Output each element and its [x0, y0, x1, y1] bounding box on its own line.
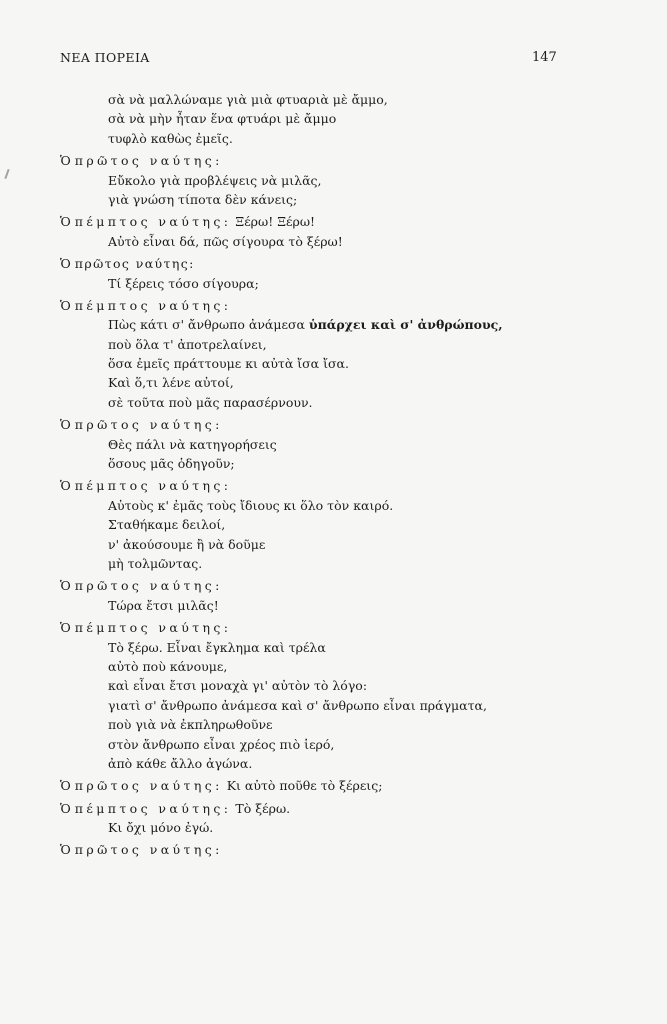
- speaker-article: Ὁ: [60, 620, 75, 636]
- verse-line: καὶ εἶναι ἔτσι μοναχὰ γι' αὐτὸν τὸ λόγο:: [108, 678, 368, 694]
- verse-line: σὲ τοῦτα ποὺ μᾶς παρασέρνουν.: [108, 394, 313, 410]
- speaker-line: [60, 840, 620, 859]
- speaker-article: Ὁ: [60, 297, 75, 313]
- margin-mark: [4, 169, 9, 179]
- verse-line: γιατὶ σ' ἄνθρωπο ἀνάμεσα καὶ σ' ἄνθρωπο εἶναι πράγματα,: [108, 697, 487, 713]
- speaker-article: Ὁ: [60, 478, 75, 494]
- speaker-article: Ὁ: [60, 778, 75, 794]
- verse-line: αὐτὸ ποὺ κάνουμε,: [108, 658, 228, 674]
- speaker-article: Ὁ: [60, 842, 75, 858]
- speaker-article: Ὁ: [60, 153, 75, 169]
- speaker-name: πέμπτος ναύτης:: [74, 800, 232, 816]
- verse-line: [60, 315, 620, 334]
- verse-line: Κι ὄχι μόνο ἐγώ.: [108, 820, 214, 836]
- dialogue-text: [60, 90, 620, 860]
- speaker-article: Ὁ: [60, 578, 75, 594]
- verse-line: Τώρα ἔτσι μιλᾶς!: [108, 597, 219, 613]
- speaker-name: πρῶτος ναύτης:: [74, 153, 223, 169]
- verse-line: Αὐτὸ εἶναι δά, πῶς σίγουρα τὸ ξέρω!: [108, 233, 343, 249]
- verse-line: Τὸ ξέρω. Εἶναι ἔγκλημα καὶ τρέλα: [108, 639, 326, 655]
- verse-segment-bold: ὑπάρχει καὶ σ' ἀνθρώπους,: [308, 317, 503, 333]
- speaker-name: πέμπτος ναύτης:: [74, 620, 232, 636]
- verse-line: γιὰ γνώση τίποτα δὲν κάνεις;: [108, 191, 298, 207]
- verse-line: ν' ἀκούσουμε ἢ νὰ δοῦμε: [108, 536, 266, 552]
- verse-line: σὰ νὰ μαλλώναμε γιὰ μιὰ φτυαριὰ μὲ ἄμμο,: [108, 92, 388, 107]
- verse-line: Αὐτοὺς κ' ἐμᾶς τοὺς ἴδιους κι ὅλο τὸν καιρό.: [108, 497, 394, 513]
- speech-text: Τὸ ξέρω.: [231, 800, 291, 816]
- verse-line: Εὔκολο γιὰ προβλέψεις νὰ μιλᾶς,: [108, 172, 322, 188]
- speaker-line: [60, 576, 620, 595]
- page-number: 147: [532, 50, 557, 65]
- verse-line: ἀπὸ κάθε ἄλλο ἀγώνα.: [108, 755, 253, 771]
- speaker-article: Ὁ: [60, 214, 75, 230]
- verse-segment: Πὼς κάτι σ' ἄνθρωπο ἀνάμεσα: [108, 317, 309, 333]
- speaker-line: [60, 296, 620, 315]
- verse-line: σὰ νὰ μὴν ἦταν ἕνα φτυάρι μὲ ἄμμο: [108, 111, 337, 127]
- verse-line: ὅσα ἐμεῖς πράττουμε κι αὐτὰ ἴσα ἴσα.: [108, 356, 349, 372]
- speaker-line: [60, 799, 620, 818]
- speech-text: Ξέρω! Ξέρω!: [231, 214, 316, 230]
- speaker-article: Ὁ: [60, 256, 75, 272]
- speaker-line: [60, 151, 620, 170]
- speaker-article: Ὁ: [60, 800, 75, 816]
- speaker-line: [60, 415, 620, 434]
- verse-line: τυφλὸ καθὼς ἐμεῖς.: [108, 130, 233, 146]
- speaker-name: πέμπτος ναύτης:: [74, 297, 232, 313]
- running-head: ΝΕΑ ΠΟΡΕΙΑ: [60, 50, 150, 65]
- speaker-name: πρῶτος ναύτης:: [74, 842, 223, 858]
- speaker-name: πρῶτος ναύτης:: [74, 578, 223, 594]
- speaker-name: πέμπτος ναύτης:: [74, 214, 232, 230]
- speaker-line: [60, 212, 620, 231]
- verse-line: Τί ξέρεις τόσο σίγουρα;: [108, 275, 259, 291]
- speech-text: Κι αὐτὸ ποῦθε τὸ ξέρεις;: [222, 778, 383, 794]
- verse-line: στὸν ἄνθρωπο εἶναι χρέος πιὸ ἱερό,: [108, 736, 335, 752]
- speaker-name: πρῶτος ναύτης:: [74, 778, 223, 794]
- speaker-name: πέμπτος ναύτης:: [74, 478, 232, 494]
- speaker-line: [60, 254, 620, 273]
- speaker-article: Ὁ: [60, 417, 75, 433]
- speaker-name: πρῶτος ναύτης:: [74, 256, 195, 272]
- verse-line: Σταθήκαμε δειλοί,: [108, 517, 226, 533]
- speaker-line: [60, 618, 620, 637]
- verse-line: μὴ τολμῶντας.: [108, 555, 203, 571]
- verse-line: ποὺ ὅλα τ' ἀποτρελαίνει,: [108, 336, 267, 352]
- verse-line: ποὺ γιὰ νὰ ἐκπληρωθοῦνε: [108, 717, 273, 733]
- speaker-line: [60, 776, 620, 795]
- verse-line: ὅσους μᾶς ὁδηγοῦν;: [108, 456, 235, 472]
- speaker-name: πρῶτος ναύτης:: [74, 417, 223, 433]
- verse-line: Καὶ ὅ,τι λένε αὐτοί,: [108, 375, 234, 391]
- speaker-line: [60, 476, 620, 495]
- verse-line: Θὲς πάλι νὰ κατηγορήσεις: [108, 436, 277, 452]
